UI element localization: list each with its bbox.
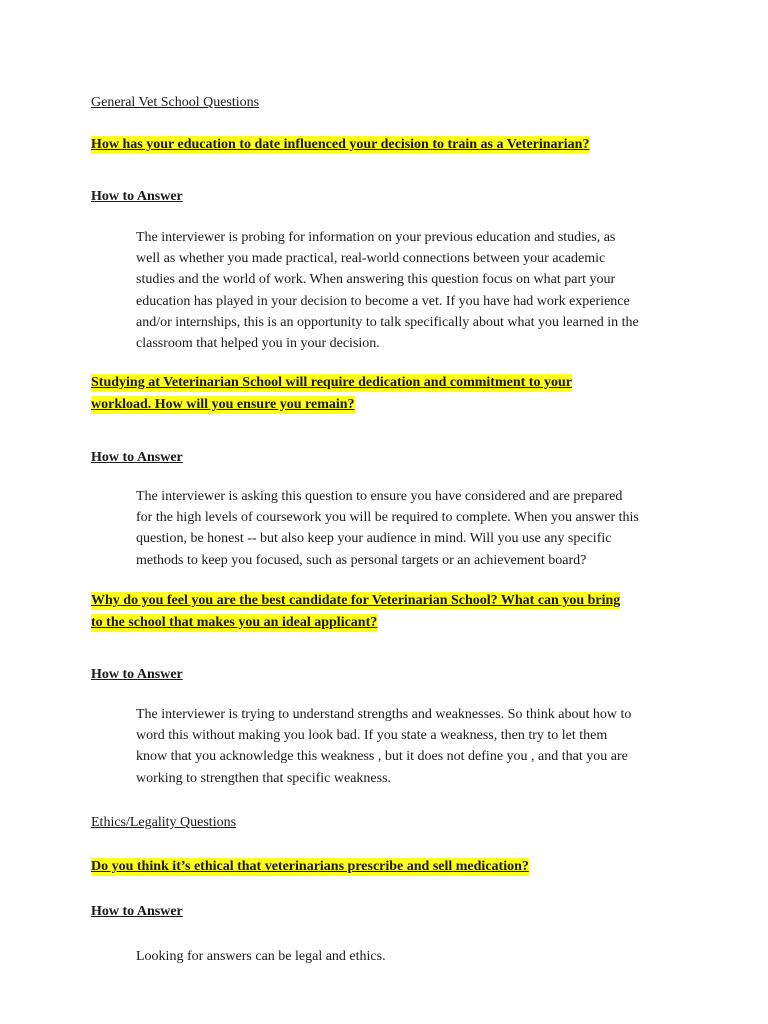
answer-3-line-3: know that you acknowledge this weakness , but it does not define you , and that you are [136,749,628,765]
answer-1-line-6: classroom that helped you in your decision. [136,335,380,351]
answer-3-line-4: working to strengthen that specific weakness. [136,770,392,786]
answer-1-line-1: The interviewer is probing for information on your previous education and studies, as [136,230,616,245]
question-4-line-1: Do you think it’s ethical that veterinarians prescribe and sell medication? [91,859,529,874]
how-to-answer-3: How to Answer [91,667,183,682]
answer-1-line-5: and/or internships, this is an opportunity to talk specifically about what you learned in the [136,314,639,330]
answer-4 [136,946,696,967]
answer-1-line-3: studies and the world of work. When answering this question focus on what part your [136,272,616,288]
answer-3-line-1: The interviewer is trying to understand strengths and weaknesses. So think about how to [136,707,632,722]
answer-2 [136,486,696,571]
question-3-line-1: Why do you feel you are the best candidate for Veterinarian School? What can you bring [91,593,621,608]
answer-1-line-4: education has played in your decision to become a vet. If you have had work experience [136,293,630,309]
question-4 [91,856,529,877]
answer-2-line-1: The interviewer is asking this question to ensure you have considered and are prepared [136,489,623,504]
question-2-line-1: Studying at Veterinarian School will require dedication and commitment to your [91,375,572,390]
how-to-answer-2: How to Answer [91,450,183,465]
question-2 [91,372,572,415]
section-heading-ethics: Ethics/Legality Questions [91,815,237,830]
how-to-answer-1: How to Answer [91,189,183,204]
answer-2-line-4: methods to keep you focused, such as personal targets or an achievement board? [136,552,587,568]
question-2-line-2: workload. How will you ensure you remain? [91,396,355,412]
section-heading-general: General Vet School Questions [91,95,260,110]
answer-1 [136,227,696,354]
question-1 [91,134,589,155]
answer-3-line-2: word this without making you look bad. If you state a weakness, then try to let them [136,728,608,744]
answer-3 [136,704,696,789]
answer-2-line-3: question, be honest -- but also keep your audience in mind. Will you use any specific [136,531,612,547]
answer-4-line-1: Looking for answers can be legal and ethics. [136,949,386,964]
question-3 [91,590,620,633]
question-1-line-1: How has your education to date influenced your decision to train as a Veterinarian? [91,137,590,152]
how-to-answer-4: How to Answer [91,904,183,919]
question-3-line-2: to the school that makes you an ideal applicant? [91,614,378,630]
answer-2-line-2: for the high levels of coursework you will be required to complete. When you answer this [136,510,639,526]
answer-1-line-2: well as whether you made practical, real-world connections between your academic [136,251,606,267]
